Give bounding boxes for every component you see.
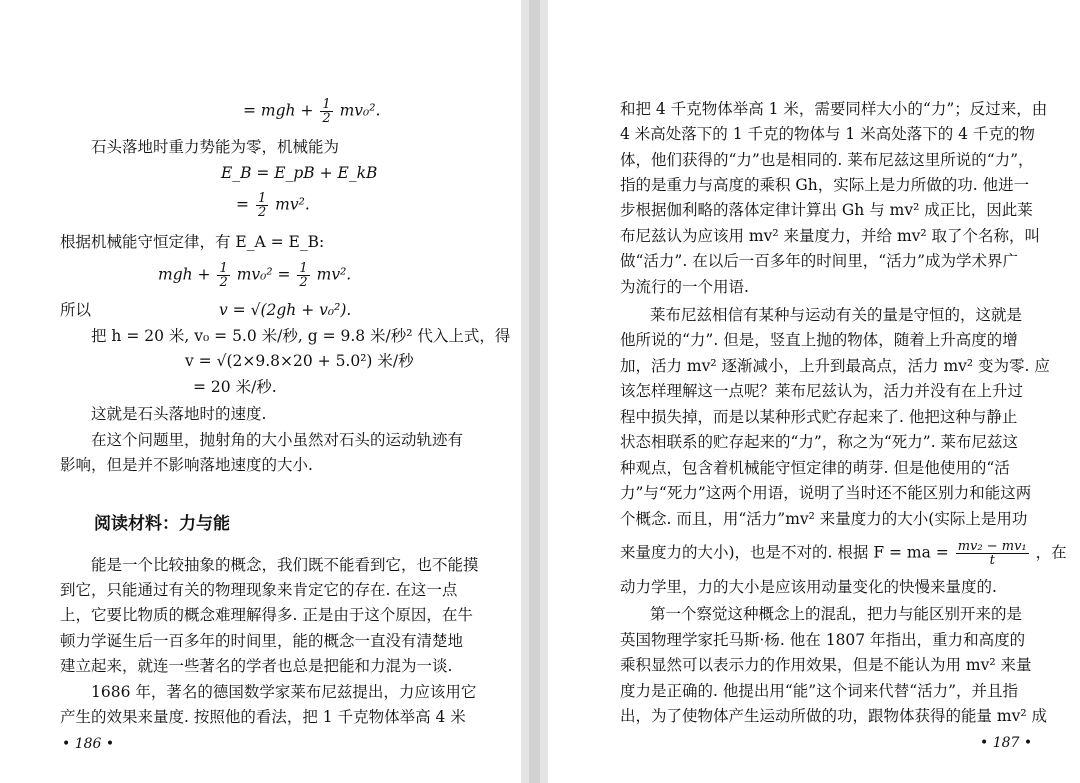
fraction-half: $\frac{1}{2}$ [219, 261, 228, 290]
fraction-momentum: $\frac{\text{mv₂ − mv₁}}{t}$ [957, 539, 1027, 568]
page-number: • 187 • [980, 735, 1033, 751]
text-line: 上，它要比物质的概念难理解得多. 正是由于这个原因，在牛 [60, 606, 473, 624]
text-line: 根据机械能守恒定律，有 E_A = E_B: [60, 233, 325, 251]
equation-substitution: v = √(2×9.8×20 + 5.0²) 米/秒 [185, 352, 414, 370]
text-line: 程中损失掉，而是以某种形式贮存起来了. 他把这种与静止 [620, 408, 1018, 426]
text-line: 步根据伽利略的落体定律计算出 Gh 与 mv² 成正比，因此莱 [620, 201, 1033, 219]
text-line: 产生的效果来量度. 按照他的看法，把 1 千克物体举高 4 米 [60, 708, 466, 726]
section-heading: 阅读材料：力与能 [94, 514, 230, 534]
text-line: 石头落地时重力势能为零，机械能为 [91, 138, 340, 156]
equation-result: = 20 米/秒. [193, 378, 277, 396]
text-line: 英国物理学家托马斯·杨. 他在 1807 年指出，重力和高度的 [620, 631, 1026, 649]
text-line: 动力学里，力的大小是应该用动量变化的快慢来量度的. [620, 578, 997, 596]
text-line: 他所说的“力”. 但是，竖直上抛的物体，随着上升高度的增 [620, 331, 1018, 349]
text-line: 所以 [60, 301, 92, 319]
equation-kinetic-energy [243, 98, 380, 125]
equation-conservation: mgh + $\frac{1}{2}$ mv₀² = $\frac{1}{2}$ mv². [158, 261, 352, 290]
equation-half-mv2: = $\frac{1}{2}$ mv². [236, 191, 310, 220]
text-line: 莱布尼兹相信有某种与运动有关的量是守恒的，这就是 [650, 306, 1023, 324]
text-line: 把 h = 20 米, v₀ = 5.0 米/秒, g = 9.8 米/秒² 代入上式，得 [91, 327, 511, 345]
text-line: 度力是正确的. 他提出用“能”这个词来代替“活力”，并且指 [620, 682, 1019, 700]
equation-velocity: v = √(2gh + v₀²). [219, 301, 352, 319]
eq-text: = mgh + [243, 101, 314, 120]
text-line: 这就是石头落地时的速度. [91, 405, 267, 423]
right-page [548, 0, 1080, 783]
equation-mechanical-energy: E_B = E_pB + E_kB [221, 164, 378, 182]
text-line: 做“活力”. 在以后一百多年的时间里，“活力”成为学术界广 [620, 252, 1019, 270]
text-line: 乘积显然可以表示力的作用效果，但是不能认为用 mv² 来量 [620, 656, 1032, 674]
text-line: 到它，只能通过有关的物理现象来肯定它的存在. 在这一点 [60, 581, 458, 599]
fraction-half: $\frac{1}{2}$ [322, 97, 331, 126]
eq-text: 来量度力的大小)，也是不对的. 根据 F = ma = [620, 543, 949, 562]
text-line: 力”与“死力”这两个用语，说明了当时还不能区别力和能这两 [620, 484, 1032, 502]
text-line: 顿力学诞生后一百多年的时间里，能的概念一直没有清楚地 [60, 632, 464, 650]
text-line: 为流行的一个用语. [620, 278, 749, 296]
fraction-half: $\frac{1}{2}$ [299, 261, 308, 290]
eq-text: ，在 [1035, 543, 1067, 562]
text-line: 个概念. 而且，用“活力”mv² 来量度力的大小(实际上是用功 [620, 510, 1028, 528]
equation-force-line [620, 540, 1067, 567]
text-line: 影响，但是并不影响落地速度的大小. [60, 456, 313, 474]
text-line: 建立起来，就连一些著名的学者也总是把能和力混为一谈. [60, 657, 453, 675]
text-line: 布尼兹认为应该用 mv² 来量度力，并给 mv² 取了个名称，叫 [620, 227, 1041, 245]
text-line: 状态相联系的贮存起来的“力”，称之为“死力”. 莱布尼兹这 [620, 433, 1019, 451]
text-line: 和把 4 千克物体举高 1 米，需要同样大小的“力”；反过来，由 [620, 100, 1048, 118]
text-line: 出，为了使物体产生运动所做的功，跟物体获得的能量 mv² 成 [620, 707, 1048, 725]
fraction-half: $\frac{1}{2}$ [257, 191, 267, 220]
text-line: 在这个问题里，抛射角的大小虽然对石头的运动轨迹有 [91, 431, 464, 449]
text-line: 能是一个比较抽象的概念，我们既不能看到它，也不能摸 [91, 556, 479, 574]
text-line: 1686 年，著名的德国数学家莱布尼兹提出，力应该用它 [91, 683, 477, 701]
text-line: 该怎样理解这一点呢？莱布尼兹认为，活力并没有在上升过 [620, 382, 1024, 400]
text-line: 体，他们获得的“力”也是相同的. 莱布尼兹这里所说的“力”， [620, 151, 1034, 169]
eq-text: mv₀². [339, 101, 381, 120]
text-line: 加，活力 mv² 逐渐减小，上升到最高点，活力 mv² 变为零. 应 [620, 357, 1050, 375]
page-gutter [521, 0, 548, 783]
page-number: • 186 • [62, 736, 115, 752]
text-line: 第一个察觉这种概念上的混乱，把力与能区别开来的是 [650, 605, 1023, 623]
text-line: 指的是重力与高度的乘积 Gh，实际上是力所做的功. 他进一 [620, 176, 1030, 194]
left-page [0, 0, 521, 783]
text-line: 种观点，包含着机械能守恒定律的萌芽. 但是他使用的“活 [620, 459, 1010, 477]
text-line: 4 米高处落下的 1 千克的物体与 1 米高处落下的 4 千克的物 [620, 125, 1035, 143]
